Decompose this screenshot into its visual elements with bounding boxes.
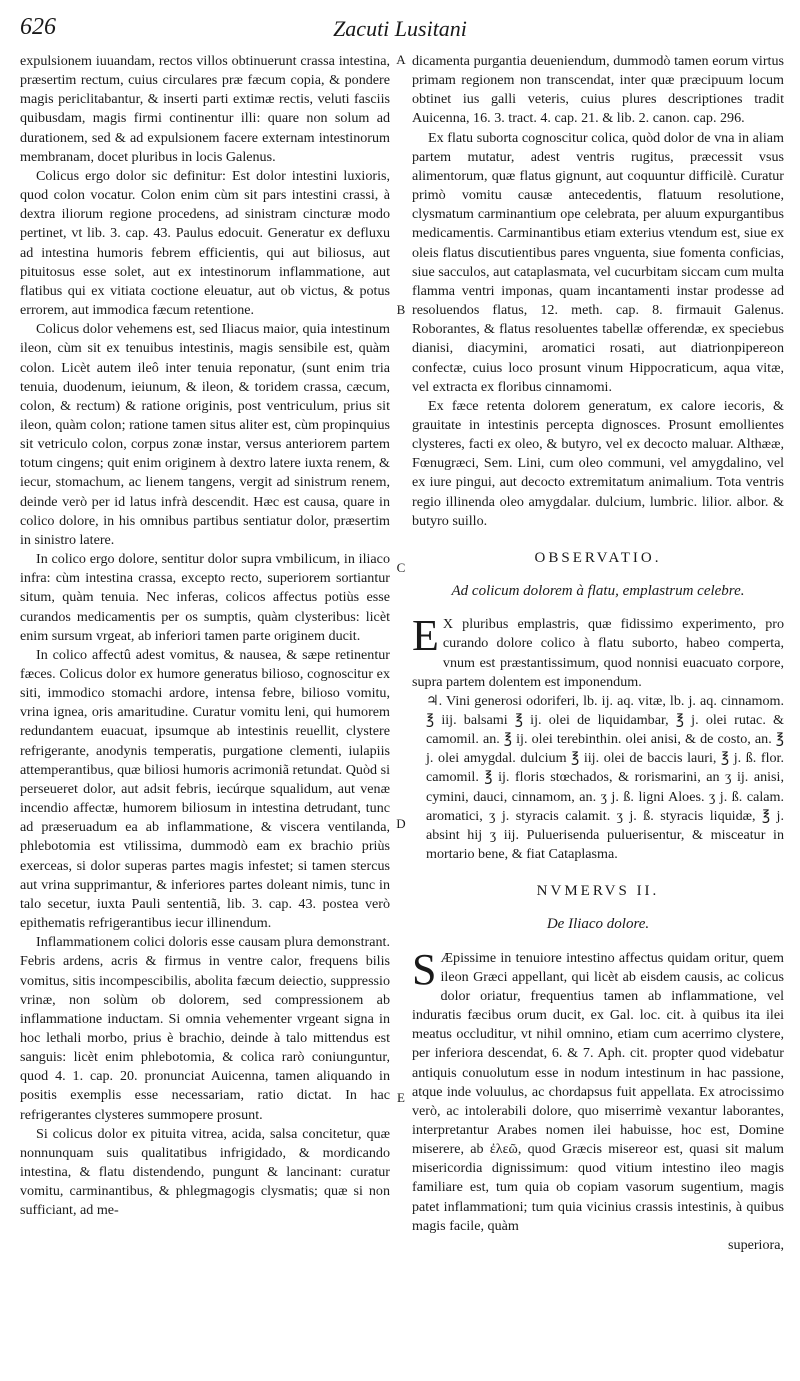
paragraph: Ex fæce retenta dolorem generatum, ex calore iecoris, & grauitate in intestinis percepta dignosces. Prosunt emollientes clysteres, facti ex oleo, & butyro, vel ex decocto maluar. Althææ, Fœnugræci, Sem. Lini, cum oleo communi, vel amygdalino, vel ex iure pingui, aut decocto extremitatum animalium. Tota ventris regio illinenda oleo amygdalar. dulcium, lumbric. lilior. albor. & butyro suillo. <box>412 397 784 529</box>
recipe-block <box>412 692 784 864</box>
margin-letter: E <box>397 1090 405 1105</box>
paragraph: expulsionem iuuandam, rectos villos obtinuerunt crassa intestina, præsertim rectum, cuius circulares præ fæcum copia, & pondere magis periclitabantur, & inserti parti extimæ rectis, veluti fasciis quibusdam, magis firmi continentur illi: quare non solum ad durationem, sed & ad expulsionem facere externam intestinorum membranam, docet pluribus in locis Galenus. <box>20 53 390 165</box>
left-column <box>20 52 390 1221</box>
catchword: superiora, <box>728 1236 784 1253</box>
drop-cap: E <box>412 611 439 661</box>
paragraph: Colicus ergo dolor sic definitur: Est dolor intestini luxioris, quod colon vocatur. Colon enim cùm sit pars intestini crassi, à dextra iliorum regione procedens, ad sinistram cincturæ modo pertinet, vt lib. 3. cap. 43. Paulus edocuit. Generatur ex defluxu ad intestina humoris febrem efficientis, qui aut biliosus, aut pituitosus esse solet, aut ex intestinorum inflammatione, aut flatibus qui ex vitiata coctione eleuatur, aut ob victus, & potus errorem, aut immodica fæcum retentione. <box>20 167 390 319</box>
paragraph: dicamenta purgantia deueniendum, dummodò tamen eorum virtus primam regionem non transcendat, inter quæ præcipuum locum obtinet ius galli veteris, cuius plures descriptiones tradit Auicenna, 16. 3. tract. 4. cap. 21. & lib. 2. canon. cap. 296. <box>412 53 784 127</box>
margin-letter: C <box>396 560 406 575</box>
paragraph <box>412 611 784 692</box>
paragraph: Colicus dolor vehemens est, sed Iliacus maior, quia intestinum ileon, cùm sit ex tenuibus intestinis, magis sensibile est, quàm colon. Licèt autem ileô inter tenuia reponatur, (sunt enim tria tenuia, duodenum, ieiunum, & ileon, & toridem crassa, cæcum, colon, & rectum) & ratione originis, post ventriculum, prius sit ileon, quàm colon; ratione tamen situs aliter est, cùm propinquius sit vetriculo colon, corpus zonæ instar, versus anteriorem partem totum cingens; quit enim originem à dextro latere iuxta renem, & iecur, stomachum, ac lienem tangens, vergit ad sinistrum renem, deinde verò per id latus infrà descendit. Hæc est causa, quare in colico dolore, in his omnibus partibus sentiatur dolor, præsertim in sinistro latere. <box>20 321 390 548</box>
running-title: Zacuti Lusitani <box>333 16 467 41</box>
margin-letter: B <box>396 302 406 317</box>
section-heading-observatio: OBSERVATIO. <box>534 549 662 566</box>
recipe-text: ♃. Vini generosi odoriferi, lb. ij. aq. vitæ, lb. j. aq. cinnamom. ℥ iij. balsami ℥ ij. olei de liquidambar, ℥ j. olei rutac. & camomil. an. ℥ ij. olei terebinthin. olei anisi, & de costo, an. ℥ j. olei amygdal. dulcium ℥ iij. olei de baccis lauri, ℥ j. ß. flor. camomil. ℥ ij. floris stœchados, & rorismarini, an ʒ ij. anisi, cymini, dauci, cinnamom, an. ʒ j. ß. ligni Aloes. ʒ j. ß. calam. aromatici, ʒ j. styracis calamit. ʒ j. ß. styracis liquidæ, ℥ j. absint hij ʒ iij. Puluerisenda puluerisentur, & misceatur in mortario bene, & fiat Cataplasma. <box>426 692 784 863</box>
paragraph-text: Æpissime in tenuiore intestino affectus quidam oritur, quem ileon Græci appellant, qui licèt ab eisdem causis, ac colicus dolor oriatur, frequentius tamen ab inflammatione, vel induratis fæcibus orum ducit, ex Gal. loc. cit. à quibus ita ilei meatus occluditur, vt nihil omnino, etiam cum acerrimo clystere, per inferiora descendat, 6. & 7. Aph. cit. propter quod videbatur antiquis conuolutum esse in nodum intestinum in hac passione, atque inde voluulus, ac chordapsus fuit appellata. Ex atrocissimo verò, ac intolerabili dolore, quo miserrimè vexantur laborantes, interpretantur Arabes nomen ilei habuisse, hoc est, Domine miserere, ab ἐλεῶ, quod Græcis misereor est, quasi sit malum misericordia dignissimum: quod vitium intestino ileo magis familiare est, tum quia ob copiam vasorum sugentium, magis patet inflammationi; tum quia vicinius crassis intestinis, à quibus magis facile, quàm <box>412 949 784 1234</box>
paragraph: In colico ergo dolore, sentitur dolor supra vmbilicum, in iliaco infra: cùm intestina crassa, excepto recto, superiorem sortiantur situm, quàm tenuia. Nec inferas, colicos affectus potiùs esse curandos medicamentis per os sumptis, quàm clysteribus: licèt enim sursum vrgeat, ab inferiori tamen parte originem ducit. <box>20 551 390 644</box>
page-number: 626 <box>20 14 56 40</box>
paragraph: In colico affectû adest vomitus, & nausea, & sæpe retinentur fæces. Colicus dolor ex humore generatus bilioso, cognoscitur ex siti, immodico stomachi ardore, intensa febre, bilioso vomitu, vrina ignea, oris amaritudine. Curatur vomitu leni, qui humorem redundantem euacuat, ipsumque ab intestinis reuellit, clystere refrigerante, anodynis temperatis, purgatione clementi, iulapiis attemperantibus, quæ biliosi humoris acrimoniã retundat. Quòd si perseueret dolor, aut adsit febris, iecúrque squalidum, aut venæ incendio affectæ, humorem biliosum in intestina detrudant, tunc ad præseruadum ea ab inflammatione, & viscera ventilanda, phlebotomia est vtilissima, dummodò eam ex brachio priùs exerceas, si dolor superas partes magis infestet; si tamen stercus aut vrina supprimantur, & inferiores partes doleant nimis, tunc in talo secetur, iuxta Pauli sententiã, lib. 3. cap. 43. postea verò epithematis refrigerantibus iecur illinendum. <box>20 646 390 932</box>
right-column <box>412 52 784 1255</box>
section-subtitle: De Iliaco dolore. <box>546 916 650 933</box>
paragraph: Inflammationem colici doloris esse causam plura demonstrant. Febris ardens, acris & firmus in ventre calor, frequens bilis vomitus, sitis incompescibilis, abolita fæcum deiectio, suppressio vrinæ, non solùm ob dolorem, sed compressionem ab inflammatione inductam. Si omnia vehementer vrgeant signa in hoc lethali morbo, prius è brachio, deinde à talo mittendus est sanguis: licèt enim phlebotomia, & colica rarò coniunguntur, quod 4. 1. cap. 20. pronunciat Auicenna, tamen aliquando in positis exemplis esse necessariam, ratio dictat. In hac refrigerantes clysteres summopere prosunt. <box>20 934 390 1123</box>
page-header <box>20 14 780 48</box>
drop-cap: S <box>412 944 437 994</box>
paragraph: Si colicus dolor ex pituita vitrea, acida, salsa concitetur, quæ nonnunquam suis qualitatibus infrigidado, & mordicando intestina, & flatu distendendo, pungunt & lancinant: curatur vomitu, carminantibus, & phlegmagogis clysmatis; quæ si non sufficiant, ad me- <box>20 1125 390 1219</box>
paragraph: Ex flatu suborta cognoscitur colica, quòd dolor de vna in aliam partem mutatur, adest ventris rugitus, præcessit vsus alimentorum, quæ flatus gignunt, aut coquuntur difficilè. Curatur primò vomitu causæ antecedentis, flatuum resolutione, clysmatum carminantium ope celebrata, per aluum expurgantibus medicamentis. Carminantibus etiam exterius vtendum est, siue ex oleis flatus discutientibus pares vnguenta, siue fomenta conficias, siue sacculos, aut cataplasmata, vel cucurbitam siccam cum multa flamma ventri imponas, quam incantamenti instar prodesse ad resoluendos flatus, 12. meth. cap. 8. firmauit Galenus. Roborantes, & flatus resoluentes tabellæ offerendæ, ex speciebus dianisi, diacymini, aromatici rosati, aut diatrionpipereon confectæ, cuius loco prosunt vinum Hippocraticum, aqua vitæ, vel extracta ex floribus cinnamomi. <box>412 129 784 395</box>
margin-letter: D <box>396 816 406 831</box>
margin-letter: A <box>396 52 406 67</box>
paragraph-text: X pluribus emplastris, quæ fidissimo experimento, pro curando dolore colico à flatu suborto, habeo comperta, vnum est præstantissimum, quod nonnisi euacuato corpore, supra partem dolentem est imponendum. <box>412 616 784 690</box>
paragraph <box>412 944 784 1236</box>
section-heading-numerus: NVMERVS II. <box>536 883 660 900</box>
section-subtitle: Ad colicum dolorem à flatu, emplastrum celebre. <box>451 583 745 600</box>
